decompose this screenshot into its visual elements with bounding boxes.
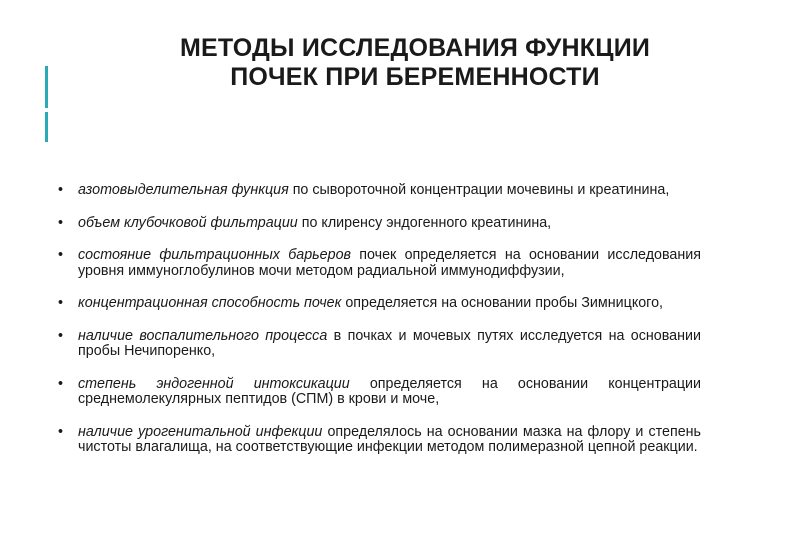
bullet-item-intoxication bbox=[58, 377, 701, 408]
bullet-item-concentration-ability bbox=[58, 296, 701, 312]
bullet-term: объем клубочковой фильтрации bbox=[78, 214, 298, 231]
bullet-list bbox=[58, 183, 701, 473]
bullet-text: почек определяется на основании исследования уровня иммуноглобулинов мочи методом радиальной иммунодиффузии, bbox=[78, 247, 701, 279]
bullet-term: наличие воспалительного процесса bbox=[78, 327, 328, 344]
bullet-item-filtration-barriers bbox=[58, 248, 701, 279]
bullet-term: азотовыделительная функция bbox=[78, 182, 289, 198]
bullet-text: определялось на основании мазка на флору и степень чистоты влагалища, на соответствующие инфекции методом полимеразной цепной реакции. bbox=[78, 423, 701, 455]
accent-bar-top bbox=[45, 66, 48, 108]
slide-title bbox=[100, 34, 730, 92]
accent-bar-bottom bbox=[45, 112, 48, 142]
bullet-text: определяется на основании пробы Зимницкого, bbox=[341, 295, 664, 311]
bullet-term: состояние фильтрационных барьеров bbox=[78, 247, 351, 263]
bullet-item-glomerular-filtration bbox=[58, 216, 701, 232]
bullet-text: определяется на основании концентрации среднемолекулярных пептидов (СПМ) в крови и моче, bbox=[78, 375, 702, 407]
bullet-item-inflammation bbox=[58, 329, 701, 360]
bullet-term: концентрационная способность почек bbox=[78, 295, 342, 311]
bullet-item-urogenital-infection bbox=[58, 425, 701, 456]
bullet-text: по клиренсу эндогенного креатинина, bbox=[297, 214, 552, 231]
bullet-term: степень эндогенной интоксикации bbox=[78, 375, 350, 392]
title-line-1: МЕТОДЫ ИССЛЕДОВАНИЯ ФУНКЦИИ bbox=[179, 34, 651, 62]
bullet-term: наличие урогенитальной инфекции bbox=[78, 423, 323, 440]
bullet-text: по сывороточной концентрации мочевины и креатинина, bbox=[288, 182, 670, 198]
bullet-item-nitrogen-excretion bbox=[58, 183, 701, 199]
bullet-text: в почках и мочевых путях исследуется на основании пробы Нечипоренко, bbox=[78, 327, 701, 359]
title-line-2: ПОЧЕК ПРИ БЕРЕМЕННОСТИ bbox=[230, 63, 600, 91]
